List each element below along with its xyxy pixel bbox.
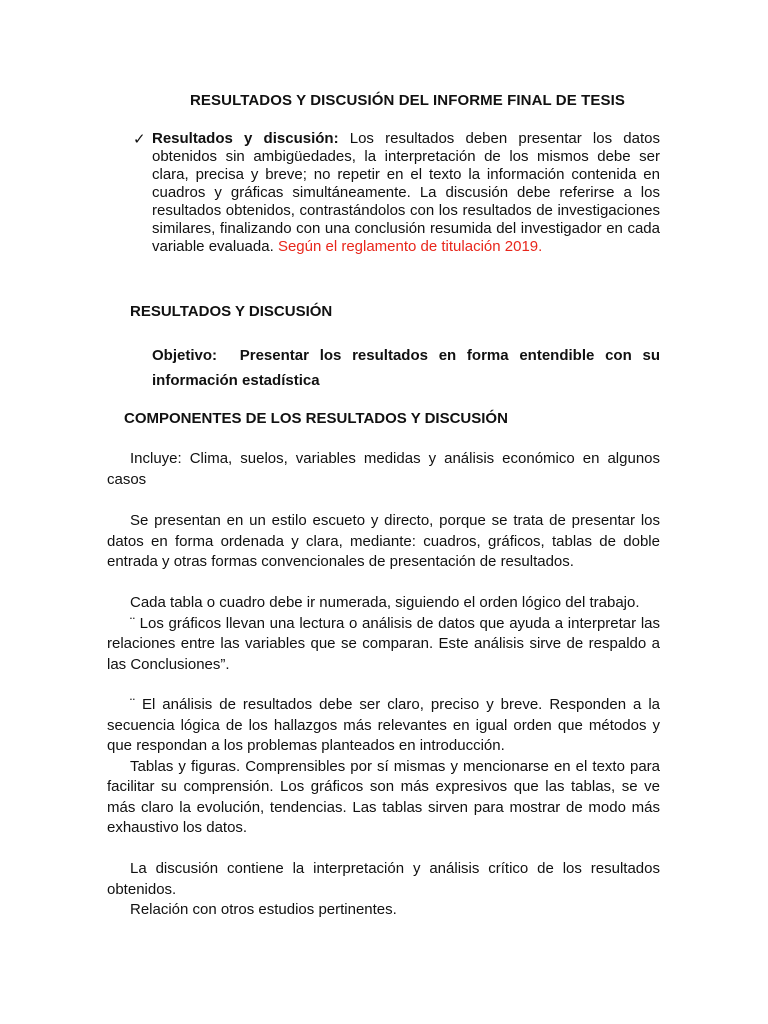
paragraph-estilo <box>107 511 660 573</box>
section-heading: RESULTADOS Y DISCUSIÓN <box>130 303 333 320</box>
paragraph-tablas-figuras-text: Tablas y figuras. Comprensibles por sí mismas y mencionarse en el texto para facilitar su comprensión. Los gráficos son más expresivos que las tablas, se ve más claro la evolución, tendencias. Las tablas sirven para mostrar de modo más exhaustivo los datos. <box>107 757 660 836</box>
objective-text: Presentar los resultados en forma entendible con su información estadística <box>152 347 660 389</box>
paragraph-analisis-text: ¨ El análisis de resultados debe ser claro, preciso y breve. Responden a la secuencia lógica de los hallazgos más relevantes en igual orden que métodos y que respondan a los problemas planteados en introducción. <box>107 696 660 754</box>
paragraph-tabla-text: Cada tabla o cuadro debe ir numerada, siguiendo el orden lógico del trabajo. <box>130 594 640 611</box>
paragraph-discusion-text: La discusión contiene la interpretación y análisis crítico de los resultados obtenidos. <box>107 860 660 898</box>
checkmark-icon: ✓ <box>133 131 146 148</box>
paragraph-graficos-text: ¨ Los gráficos llevan una lectura o análisis de datos que ayuda a interpretar las relaciones entre las variables que se comparan. Este análisis sirve de respaldo a las Conclusiones”. <box>107 614 660 673</box>
paragraph-relacion-text: Relación con otros estudios pertinentes. <box>130 901 397 918</box>
document-title: RESULTADOS Y DISCUSIÓN DEL INFORME FINAL DE TESIS <box>190 92 625 109</box>
paragraph-incluye-text: Incluye: Clima, suelos, variables medidas y análisis económico en algunos casos <box>107 450 660 488</box>
bullet-paragraph <box>152 130 660 256</box>
paragraph-block-analisis <box>107 695 660 839</box>
bullet-body: Los resultados deben presentar los datos obtenidos sin ambigüedades, la interpretación de los mismos debe ser clara, precisa y breve; no repetir en el texto la información contenida en cuadros y gráficas simultáneamente. La discusión debe referirse a los resultados obtenidos, contrastándolos con los resultados de investigaciones similares, finalizando con una conclusión resumida del investigador en cada variable evaluada. <box>152 130 660 255</box>
components-heading: COMPONENTES DE LOS RESULTADOS Y DISCUSIÓN <box>124 410 508 427</box>
objective-paragraph <box>152 343 660 393</box>
paragraph-relacion <box>107 900 660 921</box>
paragraph-graficos <box>107 614 660 676</box>
paragraph-block-discusion <box>107 859 660 921</box>
paragraph-discusion <box>107 859 660 900</box>
paragraph-block-tablas-graficos <box>107 593 660 675</box>
objective-label: Objetivo: <box>152 347 218 364</box>
regulation-note: Según el reglamento de titulación 2019. <box>277 238 543 255</box>
paragraph-analisis <box>107 695 660 757</box>
paragraph-tabla <box>107 593 660 614</box>
paragraph-incluye <box>107 449 660 490</box>
paragraph-tablas-figuras <box>107 757 660 839</box>
paragraph-estilo-text: Se presentan en un estilo escueto y directo, porque se trata de presentar los datos en forma ordenada y clara, mediante: cuadros, gráficos, tablas de doble entrada y otras formas convencionales de presentación de resultados. <box>107 512 660 570</box>
bullet-label: Resultados y discusión: <box>152 130 339 147</box>
